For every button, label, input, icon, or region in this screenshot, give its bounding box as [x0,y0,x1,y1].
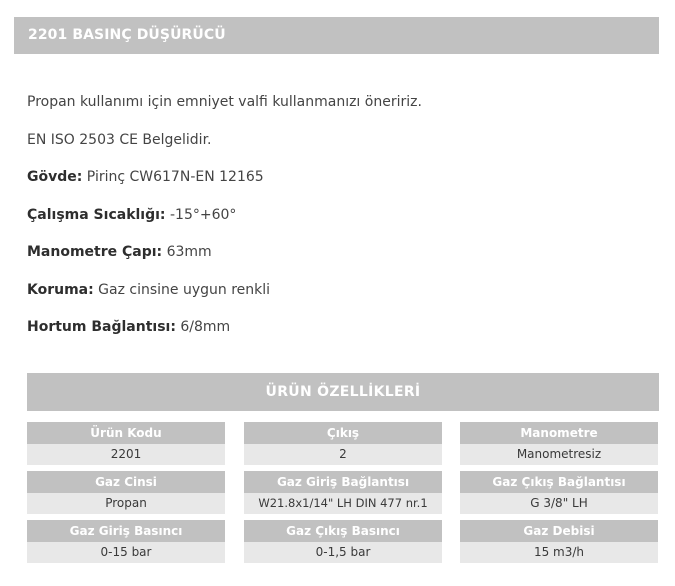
gauge-diameter-value: 63mm [162,244,212,260]
body-material-label: Gövde: [27,169,83,185]
spec-value: 15 m3/h [460,542,658,563]
specs-header: ÜRÜN ÖZELLİKLERİ [27,373,659,411]
hose-connection-line [27,312,647,350]
operating-temp-line [27,200,647,238]
product-description [27,87,647,350]
spec-label: Gaz Cinsi [27,471,225,493]
protection-label: Koruma: [27,281,94,298]
spec-label: Manometre [460,422,658,444]
protection-value: Gaz cinsine uygun renkli [93,281,271,298]
spec-label: Çıkış [244,422,442,444]
protection-line [27,275,647,313]
operating-temp-label: Çalışma Sıcaklığı: [27,206,166,223]
gauge-diameter-line [27,237,647,275]
spec-label: Gaz Debisi [460,520,658,542]
spec-value: 2201 [27,444,225,465]
spec-label: Ürün Kodu [27,422,225,444]
body-material-line [27,162,647,200]
spec-cell-gas-flow [460,520,658,563]
spec-value: 0-15 bar [27,542,225,563]
operating-temp-value: -15°+60° [165,206,237,223]
spec-cell-outlet-pressure [244,520,442,563]
spec-value: 2 [244,444,442,465]
spec-cell-gas-outlet-connection [460,471,658,514]
spec-value: Propan [27,493,225,514]
spec-value: W21.8x1/14" LH DIN 477 nr.1 [244,493,442,514]
spec-cell-gas-inlet-connection [244,471,442,514]
spec-value: 0-1,5 bar [244,542,442,563]
spec-cell-inlet-pressure [27,520,225,563]
spec-value: G 3/8" LH [460,493,658,514]
spec-cell-outlet [244,422,442,465]
spec-cell-product-code [27,422,225,465]
spec-label: Gaz Çıkış Basıncı [244,520,442,542]
gauge-diameter-label: Manometre Çapı: [27,244,163,260]
spec-label: Gaz Giriş Bağlantısı [244,471,442,493]
spec-value: Manometresiz [460,444,658,465]
product-title: 2201 BASINÇ DÜŞÜRÜCÜ [14,17,659,54]
hose-connection-label: Hortum Bağlantısı: [27,319,176,335]
body-material-value: Pirinç CW617N-EN 12165 [82,169,264,185]
note-text: Propan kullanımı için emniyet valfi kullanmanızı öneririz. [27,94,422,110]
spec-label: Gaz Giriş Basıncı [27,520,225,542]
spec-cell-gas-type [27,471,225,514]
certificate-line [27,125,647,163]
spec-label: Gaz Çıkış Bağlantısı [460,471,658,493]
hose-connection-value: 6/8mm [175,319,231,335]
note-line [27,87,647,125]
spec-cell-gauge [460,422,658,465]
certificate-text: EN ISO 2503 CE Belgelidir. [27,131,212,148]
